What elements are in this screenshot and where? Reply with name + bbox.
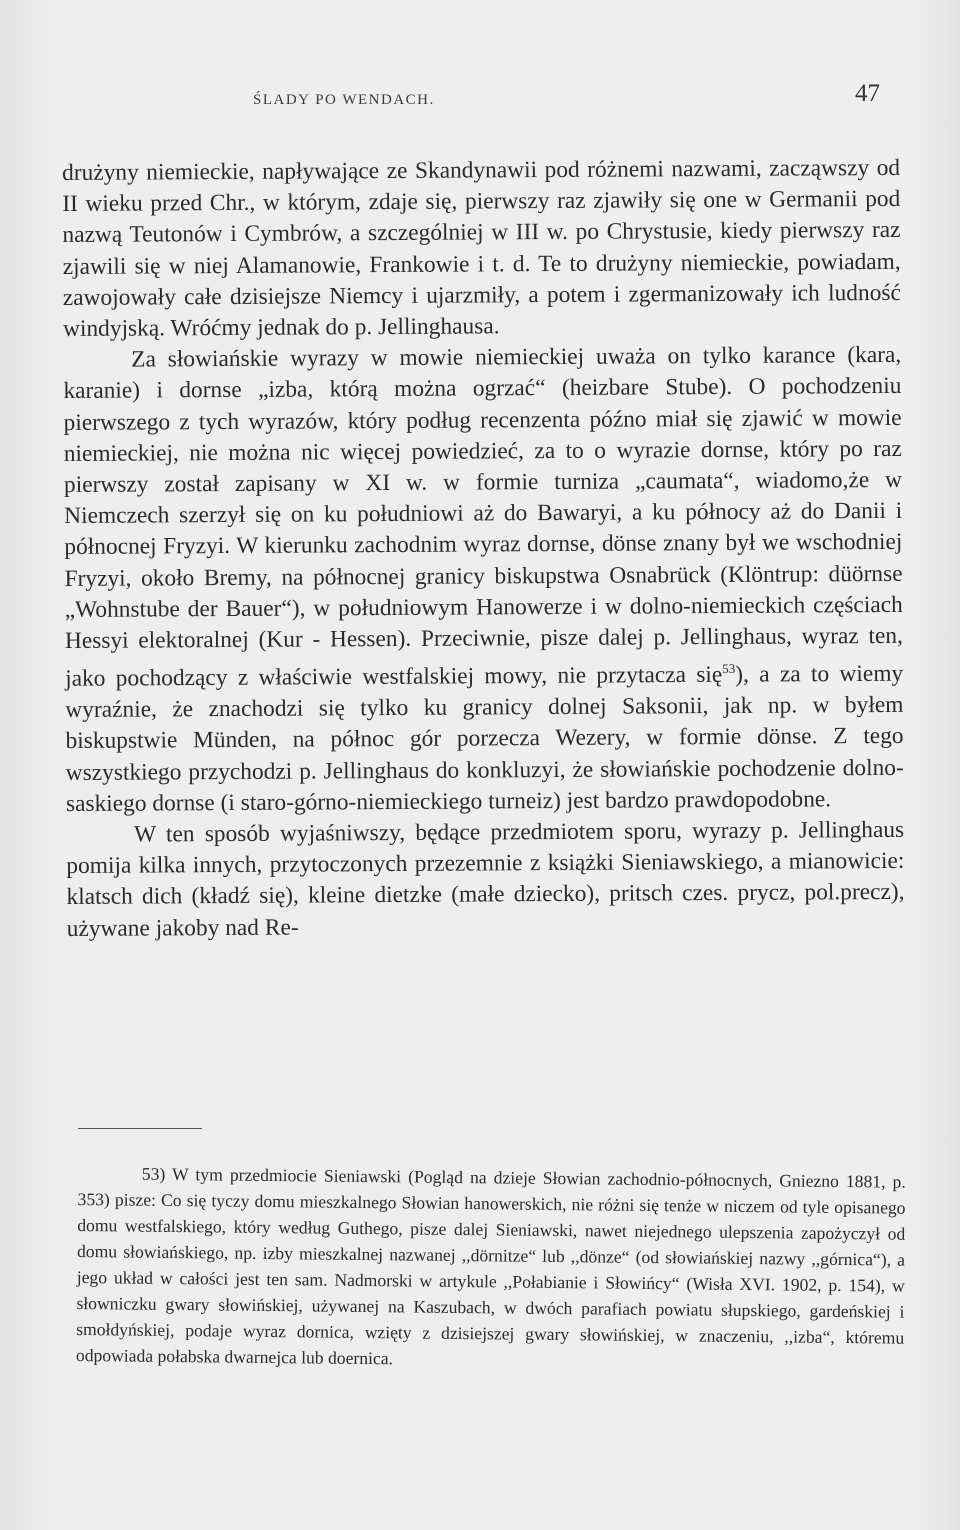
footnote-marker: 53) bbox=[141, 1163, 166, 1184]
running-title: ŚLADY PO WENDACH. bbox=[253, 92, 435, 108]
footnote-reference: 53 bbox=[722, 661, 736, 677]
paragraph: W ten sposób wyjaśniwszy, będące przedmiotem sporu, wyrazy p. Jellinghaus pomija kilka innych, przytoczonych przezemnie z książki Sieniawskiego, a mianowicie: klatsch dich (kładź się), kleine dietzke (małe dziecko), pritsch czes. prycz, pol.precz), używane jakoby nad Re- bbox=[66, 816, 905, 942]
footnote-divider bbox=[78, 1128, 202, 1129]
footnote bbox=[76, 1160, 906, 1377]
page-number: 47 bbox=[855, 80, 880, 107]
footnote-paragraph bbox=[76, 1160, 906, 1377]
paragraph-part: ), a za to wiemy wyraźnie, że znachodzi się tylko ku granicy dolnej Saksonii, jak np. w byłem biskupstwie Münden, na północ gór porzecza Wezery, w formie dönse. Z tego wszystkiego przychodzi p. Jellinghaus do konkluzyi, że słowiańskie pochodzenie dolno-saskiego dornse (i staro-górno-niemieckiego turneiz) jest bardzo prawdopodobne. bbox=[65, 660, 904, 817]
footnote-text: W tym przedmiocie Sieniawski (Pogląd na dzieje Słowian zachodnio-północnych, Gniezno 1881, p. 353) pisze: Co się tyczy domu mieszkalnego Słowian hanowerskich, nie różni się tenże w niczem od tyle opisanego domu westfalskiego, który według Guthego, pisze dalej Sieniawski, nawet niejednego ulepszenia zapożyczył od domu słowiańskiego, np. izby mieszkalnej nazwanej ,,dörnitze“ lub ,,dönze“ (od słowiańskiej nazwy ,,górnica“), a jego układ w całości jest ten sam. Nadmorski w artykule ,,Połabianie i Słowińcy“ (Wisła XVI. 1902, p. 154), w słowniczku gwary słowińskiej, używanej na Kaszubach, w dwóch parafiach powiatu słupskiego, gardeńskiej i smołdyńskiej, podaje wyraz dornica, wzięty z dzisiejszej gwary słowińskiej, w znaczeniu, ,,izba“, któremu odpowiada połabska dwarnejca lub doernica. bbox=[75, 1163, 906, 1369]
main-text bbox=[62, 153, 905, 945]
paragraph: drużyny niemieckie, napływające ze Skandynawii pod różnemi nazwami, zacząwszy od II wieku przed Chr., w którym, zdaje się, pierwszy raz zjawiły się one w Germanii pod nazwą Teutonów i Cymbrów, a szczególniej w III w. po Chrystusie, kiedy pierwszy raz zjawili się w niej Alamanowie, Frankowie i t. d. Te to drużyny niemieckie, powiadam, zawojowały całe dzisiejsze Niemcy i ujarzmiły, a potem i zgermanizowały ich ludność windyjską. Wróćmy jednak do p. Jellinghausa. bbox=[62, 154, 901, 343]
paragraph-part: Za słowiańskie wyrazy w mowie niemieckiej uważa on tylko karance (kara, karanie) i dornse „izba, którą można ogrzać“ (heizbare Stube). O pochodzeniu pierwszego z tych wyrazów, który podług recenzenta późno miał się zjawić w mowie niemieckiej, nie można nic więcej powiedzieć, za to o wyrazie dornse, który po raz pierwszy został zapisany w XI w. w formie turniza „caumata“, wiadomo,że w Niemczech szerzył się on ku południowi aż do Bawaryi, a ku północy aż do Danii i północnej Fryzyi. W kierunku zachodnim wyraz dornse, dönse znany był we wschodniej Fryzyi, około Bremy, na północnej granicy biskupstwa Osnabrück (Klöntrup: düörnse „Wohnstube der Bauer“), w południowym Hanowerze i w dolno-niemieckich częściach Hessyi elektoralnej (Kur - Hessen). Przeciwnie, pisze dalej p. Jellinghaus, wyraz ten, jako pochodzący z właściwie westfalskiej mowy, nie przytacza się bbox=[63, 342, 904, 693]
paragraph bbox=[63, 340, 904, 820]
